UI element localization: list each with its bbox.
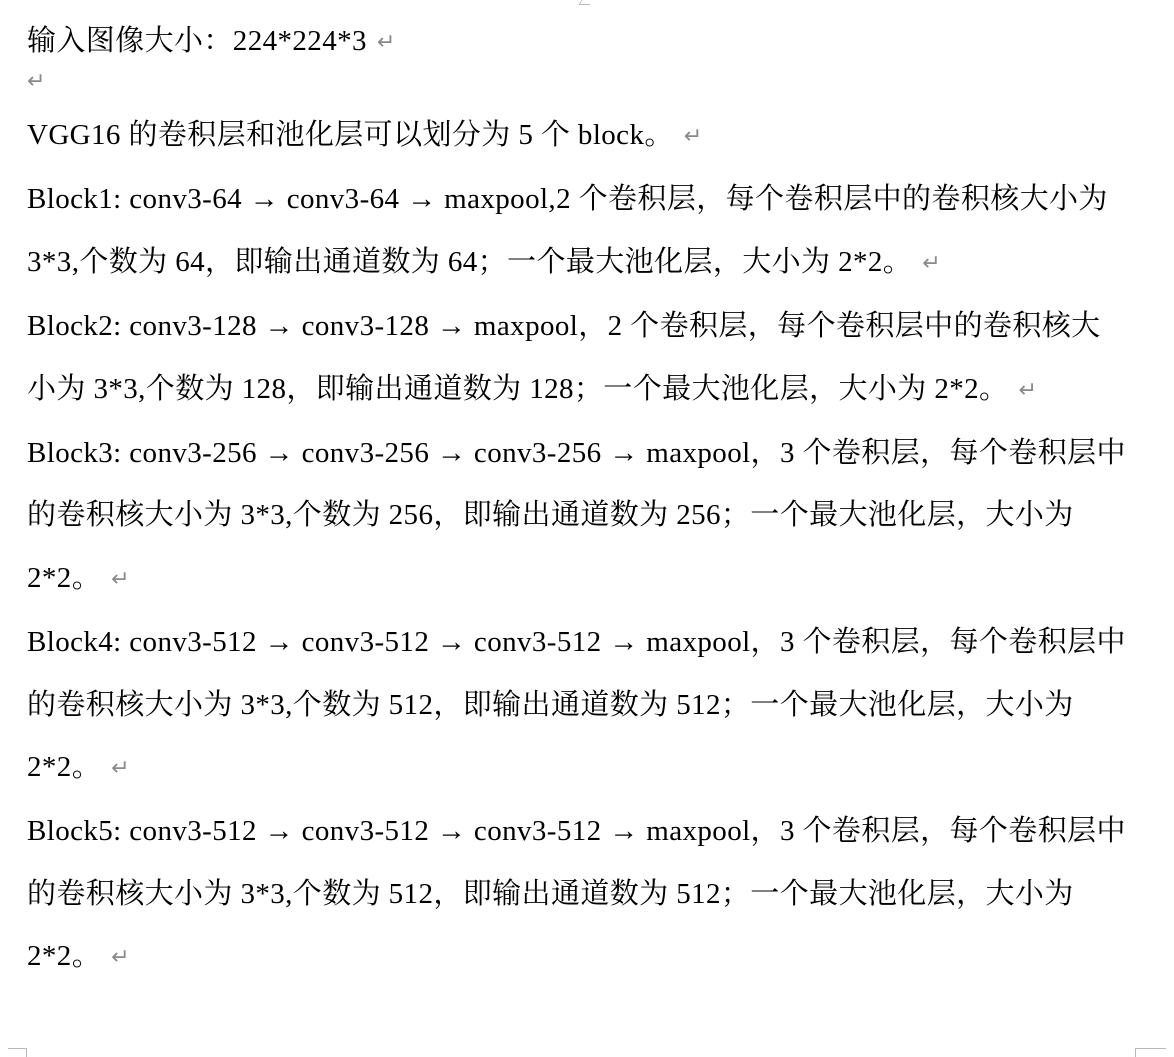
paragraph-block2[interactable] [27, 295, 1127, 422]
paragraph-block4[interactable] [27, 611, 1127, 800]
paragraph-block5[interactable] [27, 800, 1127, 989]
paragraph-vgg16-blocks[interactable] [27, 104, 1127, 168]
paragraph-text: VGG16 的卷积层和池化层可以划分为 5 个 block。 [27, 119, 674, 151]
paragraph-block3[interactable] [27, 422, 1127, 611]
paragraph-mark-icon: ↵ [27, 69, 46, 94]
paragraph-text: Block1: conv3-64 → conv3-64 → maxpool,2 个卷积层，每个卷积层中的卷积核大小为 3*3,个数为 64，即输出通道数为 64；一个最大池化层，大小为 2*2。 [27, 183, 1108, 278]
page-corner-marker-left [8, 1048, 27, 1057]
paragraph-text: Block4: conv3-512 → conv3-512 → conv3-512 → maxpool，3 个卷积层，每个卷积层中的卷积核大小为 3*3,个数为 512，即输出通道数为 512；一个最大池化层，大小为 2*2。 [27, 626, 1126, 784]
paragraph-mark-icon: ↵ [922, 250, 942, 276]
paragraph-mark-icon: ↵ [376, 30, 396, 55]
paragraph-text: Block2: conv3-128 → conv3-128 → maxpool，2 个卷积层，每个卷积层中的卷积核大小为 3*3,个数为 128，即输出通道数为 128；一个最大池化层，大小为 2*2。 [27, 310, 1101, 405]
page-corner-marker-right [1135, 1048, 1166, 1057]
paragraph-mark-icon: ↵ [111, 945, 130, 971]
paragraph-mark-icon: ↵ [111, 566, 130, 592]
paragraph-mark-icon: ↵ [111, 756, 130, 782]
paragraph-mark-icon: ↵ [683, 124, 703, 149]
paragraph-text: Block3: conv3-256 → conv3-256 → conv3-256 → maxpool，3 个卷积层，每个卷积层中的卷积核大小为 3*3,个数为 256，即输出通道数为 256；一个最大池化层，大小为 2*2。 [27, 437, 1126, 594]
paragraph-text: 输入图像大小：224*224*3 [27, 25, 367, 57]
page-top-marker [579, 0, 593, 5]
paragraph-text: Block5: conv3-512 → conv3-512 → conv3-512 → maxpool，3 个卷积层，每个卷积层中的卷积核大小为 3*3,个数为 512，即输出通道数为 512；一个最大池化层，大小为 2*2。 [27, 815, 1126, 973]
paragraph-block1[interactable] [27, 168, 1127, 295]
document-body[interactable] [27, 10, 1127, 990]
paragraph-mark-icon: ↵ [1018, 377, 1038, 403]
